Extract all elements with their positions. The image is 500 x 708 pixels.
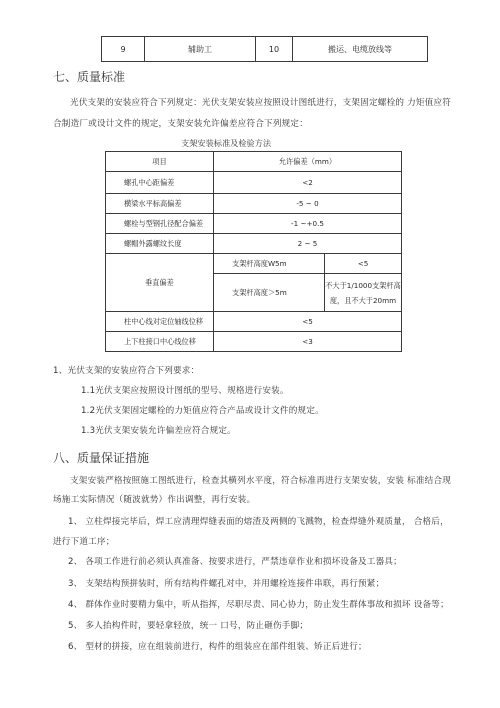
table-row [102,37,428,62]
list-item: 6、 型材的拼接，应在组装前进行，构件的组装应在部件组装、矫正后进行； [68,642,367,652]
table-cell: 垂直偏差 [106,254,214,312]
table-cell: 支架杆高度＞5m [214,274,325,312]
row-number: 9 [102,37,145,62]
labor-type: 搬运、电缆放线等 [293,37,428,62]
table-cell: <5 [214,312,402,332]
spec-table [105,151,402,352]
list-item: 1、 立柱焊接完毕后，焊工应清理焊缝表面的熔渣及两侧的飞溅物，检查焊缝外观质量， 合格后， [68,517,449,527]
table-row [106,194,402,214]
header-cell: 项目 [106,152,214,172]
table-cell: 上下柱接口中心线位移 [106,332,214,352]
table-cell [325,274,402,312]
table-row [106,312,402,332]
table-row [106,172,402,194]
list-item: 1.1光伏支架应按照设计图纸的型号、规格进行安装。 [81,386,289,396]
table-cell: -5 ~ 0 [214,194,402,214]
table-row [106,214,402,234]
table-cell: <5 [325,254,402,274]
table-row [106,254,402,274]
table-cell: 横梁水平标高偏差 [106,194,214,214]
table-cell: 柱中心线对定位轴线位移 [106,312,214,332]
table-cell: 螺孔中心距偏差 [106,172,214,194]
table-caption: 支架安装标准及检验方法 [181,138,272,148]
table-cell: 支架杆高度W5m [214,254,325,274]
cell-line: 不大于1/1000支架杆高 [325,280,401,290]
paragraph-line: 支架安装严格按照施工图纸进行，检查其横列水平度，符合标准再进行支架安装，安装 标准结合现 [70,476,452,486]
list-item: 4、 群体作业时要精力集中，听从指挥，尽职尽责、同心协力，防止发生群体事故和损坏 设备等； [68,600,449,610]
table-cell: 2 ~ 5 [214,234,402,254]
table-cell: <2 [214,172,402,194]
table-row [106,234,402,254]
list-item: 5、 多人抬构件时，要轻拿轻放，统一 口号，防止砸伤手脚； [68,621,309,631]
section-title: 七、质量标准 [53,70,126,84]
table-row [106,332,402,352]
table-row [106,152,402,172]
list-item: 2、 各项工作进行前必须认真准备、按要求进行，严禁违章作业和损坏设备及工器具； [68,557,402,567]
cell-line: 度，且不大于20mm [329,295,397,305]
labor-table [101,36,428,62]
row-number: 10 [256,37,293,62]
paragraph-line: 合制造厂或设计文件的规定，支架安装允许偏差应符合下列规定： [53,119,309,129]
paragraph-line: 光伏支架的安装应符合下列规定：光伏支架安装应按照设计图纸进行，支架固定螺栓的 力矩值应符 [70,98,452,108]
table-cell: 螺帽外露螺纹长度 [106,234,214,254]
list-item: 1.2光伏支架固定螺栓的力矩值应符合产品或设计文件的规定。 [81,406,324,416]
list-item-continuation: 进行下道工序； [53,537,115,547]
list-intro: 1、光伏支架的安装应符合下列要求： [53,366,200,376]
list-item: 1.3光伏支架安装允许偏差应符合规定。 [81,426,236,436]
table-cell: -1 ~+0.5 [214,214,402,234]
paragraph-line: 场施工实际情况（随波就势）作出调整，再行安装。 [53,495,256,505]
section-title: 八、质量保证措施 [53,451,150,465]
header-cell: 允许偏差（mm） [214,152,402,172]
table-cell: 螺栓与型钢孔径配合偏差 [106,214,214,234]
labor-type: 辅助工 [145,37,256,62]
table-cell: <3 [214,332,402,352]
list-item: 3、 支架结构预拼装时，所有结构件螺孔对中，并用螺栓连接件串联，再行预紧； [68,579,385,589]
